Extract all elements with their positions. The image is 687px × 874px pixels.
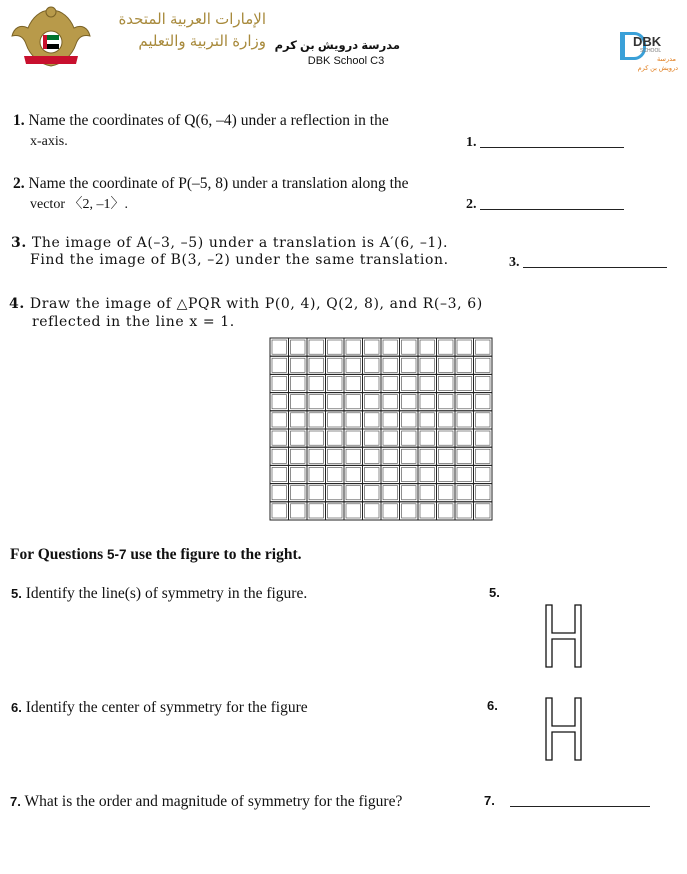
- grid-cell: [307, 447, 326, 465]
- grid-cell: [474, 356, 493, 374]
- grid-cell: [270, 393, 289, 411]
- grid-cell: [381, 484, 400, 502]
- grid-cell: [289, 393, 308, 411]
- grid-cell: [474, 447, 493, 465]
- grid-cell: [474, 338, 493, 356]
- grid-cell-inner: [402, 395, 417, 409]
- grid-cell: [307, 484, 326, 502]
- grid-cell: [307, 338, 326, 356]
- grid-cell-inner: [439, 504, 454, 518]
- grid-cell-inner: [457, 413, 472, 427]
- question-5-text: Identify the line(s) of symmetry in the figure.: [25, 585, 308, 602]
- grid-cell: [400, 356, 419, 374]
- grid-cell-inner: [420, 431, 435, 445]
- grid-cell-inner: [476, 431, 491, 445]
- grid-cell-inner: [383, 486, 398, 500]
- grid-cell: [344, 356, 363, 374]
- grid-cell-inner: [383, 376, 398, 390]
- answer-6-label: 6.: [487, 698, 498, 713]
- grid-cell: [307, 411, 326, 429]
- question-3-line2: Find the image of B(3, –2) under the same translation.: [30, 252, 449, 268]
- grid-cell-inner: [365, 449, 380, 463]
- grid-cell-inner: [402, 486, 417, 500]
- dbk-logo-arabic1: مدرسة: [657, 56, 676, 63]
- grid-cell-inner: [346, 376, 361, 390]
- grid-cell-inner: [365, 431, 380, 445]
- grid-cell-inner: [291, 504, 306, 518]
- grid-cell-inner: [420, 358, 435, 372]
- grid-cell: [363, 484, 382, 502]
- grid-cell: [418, 484, 437, 502]
- grid-cell-inner: [309, 431, 324, 445]
- grid-cell: [289, 374, 308, 392]
- grid-cell: [363, 502, 382, 520]
- question-3-number: 3.: [11, 235, 27, 251]
- grid-cell: [400, 411, 419, 429]
- grid-cell-inner: [420, 486, 435, 500]
- grid-cell-inner: [346, 449, 361, 463]
- grid-cell-inner: [272, 467, 287, 481]
- grid-cell: [455, 447, 474, 465]
- grid-cell-inner: [346, 431, 361, 445]
- grid-cell-inner: [439, 413, 454, 427]
- grid-cell-inner: [291, 358, 306, 372]
- dbk-logo-text: DBK: [633, 34, 662, 49]
- uae-emblem: [10, 4, 92, 70]
- grid-cell-inner: [383, 467, 398, 481]
- grid-cell: [363, 356, 382, 374]
- grid-cell: [344, 429, 363, 447]
- question-1-line1: [13, 111, 389, 131]
- grid-cell: [455, 338, 474, 356]
- grid-cell: [344, 465, 363, 483]
- grid-cell-inner: [476, 358, 491, 372]
- grid-cell: [289, 502, 308, 520]
- grid-cell-inner: [383, 431, 398, 445]
- grid-cell-inner: [291, 449, 306, 463]
- arabic-ministry-title: وزارة التربية والتعليم: [138, 33, 266, 50]
- grid-cell: [418, 356, 437, 374]
- grid-cell-inner: [291, 467, 306, 481]
- question-5-line: [11, 584, 307, 604]
- grid-cell: [344, 502, 363, 520]
- grid-cell-inner: [457, 449, 472, 463]
- grid-cell: [326, 374, 345, 392]
- grid-cell: [455, 484, 474, 502]
- grid-cell-inner: [328, 486, 343, 500]
- grid-cell-inner: [346, 504, 361, 518]
- grid-cell-inner: [402, 467, 417, 481]
- grid-cell: [344, 338, 363, 356]
- dbk-logo: [620, 28, 678, 74]
- question-2-line1: [13, 174, 409, 194]
- grid-cell-inner: [383, 413, 398, 427]
- grid-cell-inner: [272, 449, 287, 463]
- grid-cell: [455, 502, 474, 520]
- grid-cell-inner: [346, 340, 361, 354]
- grid-cell: [418, 447, 437, 465]
- grid-cell: [437, 411, 456, 429]
- grid-cell-inner: [420, 340, 435, 354]
- grid-cell-inner: [439, 340, 454, 354]
- grid-cell: [400, 465, 419, 483]
- grid-cell: [344, 374, 363, 392]
- grid-cell-inner: [383, 340, 398, 354]
- grid-cell-inner: [291, 431, 306, 445]
- grid-cell-inner: [457, 376, 472, 390]
- grid-cell: [474, 374, 493, 392]
- grid-cell-inner: [383, 395, 398, 409]
- question-1-number: 1.: [13, 112, 25, 129]
- grid-cell: [270, 338, 289, 356]
- grid-cell-inner: [272, 413, 287, 427]
- grid-cell-inner: [383, 504, 398, 518]
- grid-cell-inner: [457, 504, 472, 518]
- grid-cell-inner: [402, 413, 417, 427]
- grid-cell-inner: [346, 395, 361, 409]
- grid-cell: [289, 447, 308, 465]
- grid-cell: [455, 356, 474, 374]
- grid-cell: [400, 374, 419, 392]
- grid-cell: [326, 411, 345, 429]
- question-2-number: 2.: [13, 175, 25, 192]
- grid-cell-inner: [272, 340, 287, 354]
- coordinate-grid[interactable]: [269, 337, 493, 521]
- question-6-line: [11, 698, 308, 718]
- grid-cell: [289, 356, 308, 374]
- answer-1-line[interactable]: [480, 147, 624, 148]
- dbk-logo-sub: SCHOOL: [640, 48, 662, 54]
- grid-cell-inner: [439, 431, 454, 445]
- grid-cell: [326, 484, 345, 502]
- grid-cell-inner: [365, 467, 380, 481]
- grid-cell-inner: [420, 413, 435, 427]
- grid-cell: [400, 502, 419, 520]
- grid-cell: [270, 502, 289, 520]
- grid-cell-inner: [457, 340, 472, 354]
- grid-cell: [289, 338, 308, 356]
- grid-cell: [270, 429, 289, 447]
- grid-cell-inner: [402, 340, 417, 354]
- grid-cell-inner: [346, 358, 361, 372]
- grid-cell-inner: [420, 467, 435, 481]
- grid-cell: [474, 502, 493, 520]
- grid-cell: [381, 447, 400, 465]
- grid-cell-inner: [383, 358, 398, 372]
- grid-cell-inner: [402, 376, 417, 390]
- grid-cell: [418, 502, 437, 520]
- grid-cell: [474, 429, 493, 447]
- question-7-line: [10, 792, 402, 812]
- arabic-country-title: الإمارات العربية المتحدة: [118, 11, 266, 28]
- grid-cell: [363, 465, 382, 483]
- answer-2-line[interactable]: [480, 209, 624, 210]
- grid-cell: [270, 356, 289, 374]
- school-name-arabic: مدرسة درويش بن كرم: [274, 40, 400, 52]
- grid-cell: [344, 484, 363, 502]
- grid-cell: [270, 374, 289, 392]
- grid-cell: [437, 447, 456, 465]
- grid-cell: [418, 465, 437, 483]
- grid-cell-inner: [402, 358, 417, 372]
- grid-cell: [289, 465, 308, 483]
- grid-cell: [381, 338, 400, 356]
- grid-cell: [326, 502, 345, 520]
- grid-cell-inner: [309, 413, 324, 427]
- grid-cell: [474, 465, 493, 483]
- answer-3-label: 3.: [509, 255, 520, 270]
- grid-cell-inner: [439, 449, 454, 463]
- section-heading-range: 5-7: [107, 547, 127, 562]
- grid-cell: [400, 484, 419, 502]
- question-3-line1: [11, 234, 448, 252]
- grid-cell: [381, 502, 400, 520]
- grid-cell: [400, 447, 419, 465]
- grid-cell-inner: [291, 395, 306, 409]
- grid-cell-inner: [291, 340, 306, 354]
- grid-cell-inner: [328, 413, 343, 427]
- grid-cell-inner: [328, 449, 343, 463]
- grid-cell: [381, 393, 400, 411]
- grid-cell-inner: [346, 413, 361, 427]
- question-2-line2: vector 〈2, –1〉.: [30, 197, 128, 212]
- grid-cell-inner: [476, 449, 491, 463]
- grid-cell-inner: [476, 395, 491, 409]
- grid-cell-inner: [346, 467, 361, 481]
- grid-cell: [307, 356, 326, 374]
- grid-cell-inner: [272, 376, 287, 390]
- grid-cell: [455, 393, 474, 411]
- grid-cell: [326, 393, 345, 411]
- grid-cell: [363, 447, 382, 465]
- grid-cell-inner: [291, 376, 306, 390]
- grid-cell: [363, 338, 382, 356]
- grid-cell-inner: [309, 358, 324, 372]
- grid-cell-inner: [328, 376, 343, 390]
- answer-2-label: 2.: [466, 197, 477, 212]
- grid-cell-inner: [383, 449, 398, 463]
- letter-h-figure-top: [545, 604, 582, 668]
- grid-cell-inner: [328, 504, 343, 518]
- grid-cell: [381, 465, 400, 483]
- grid-cell-inner: [476, 340, 491, 354]
- grid-cell: [307, 429, 326, 447]
- question-6-number: 6.: [11, 700, 22, 715]
- grid-cell: [270, 484, 289, 502]
- grid-cell: [381, 356, 400, 374]
- grid-cell-inner: [365, 358, 380, 372]
- answer-7-line[interactable]: [510, 806, 650, 807]
- grid-cell: [363, 411, 382, 429]
- question-7-number: 7.: [10, 794, 21, 809]
- dbk-logo-arabic2: درويش بن كرم: [637, 65, 678, 72]
- grid-cell-inner: [365, 376, 380, 390]
- grid-cell: [326, 447, 345, 465]
- grid-cell-inner: [457, 431, 472, 445]
- question-3-text: The image of A(–3, –5) under a translation is A′(6, –1).: [31, 235, 449, 251]
- grid-cell: [344, 447, 363, 465]
- question-6-text: Identify the center of symmetry for the figure: [25, 699, 308, 716]
- answer-3-line[interactable]: [523, 267, 667, 268]
- grid-cell-inner: [365, 395, 380, 409]
- grid-cell: [418, 411, 437, 429]
- grid-cell-inner: [272, 358, 287, 372]
- grid-cell-inner: [346, 486, 361, 500]
- grid-cell-inner: [272, 431, 287, 445]
- section-heading: [10, 546, 301, 564]
- grid-cell-inner: [457, 395, 472, 409]
- grid-cell-inner: [272, 486, 287, 500]
- grid-cell-inner: [439, 376, 454, 390]
- question-4-line2: reflected in the line x = 1.: [32, 314, 235, 330]
- grid-cell: [400, 338, 419, 356]
- answer-5-label: 5.: [489, 585, 500, 600]
- grid-cell-inner: [476, 504, 491, 518]
- grid-cell-inner: [328, 395, 343, 409]
- grid-cell: [363, 374, 382, 392]
- grid-cell-inner: [476, 467, 491, 481]
- grid-cell: [307, 393, 326, 411]
- grid-cell: [455, 465, 474, 483]
- grid-cell-inner: [309, 486, 324, 500]
- grid-cell: [381, 374, 400, 392]
- grid-cell: [344, 411, 363, 429]
- grid-cell-inner: [476, 413, 491, 427]
- grid-cell-inner: [328, 431, 343, 445]
- grid-cell-inner: [457, 358, 472, 372]
- grid-cell: [363, 429, 382, 447]
- grid-cell-inner: [309, 504, 324, 518]
- grid-cell: [326, 429, 345, 447]
- grid-cell-inner: [365, 504, 380, 518]
- grid-cell: [289, 429, 308, 447]
- grid-cell-inner: [402, 449, 417, 463]
- grid-cell: [474, 393, 493, 411]
- question-7-text: What is the order and magnitude of symmetry for the figure?: [24, 793, 403, 810]
- grid-cell-inner: [365, 486, 380, 500]
- grid-cell: [437, 484, 456, 502]
- grid-cell: [289, 411, 308, 429]
- school-name-english: DBK School C3: [307, 55, 385, 67]
- answer-1-label: 1.: [466, 135, 477, 150]
- grid-cell: [437, 374, 456, 392]
- grid-cell-inner: [365, 413, 380, 427]
- question-5-number: 5.: [11, 586, 22, 601]
- grid-cell-inner: [291, 413, 306, 427]
- grid-cell-inner: [476, 376, 491, 390]
- grid-cell: [437, 502, 456, 520]
- grid-cell-inner: [309, 340, 324, 354]
- grid-cell-inner: [439, 486, 454, 500]
- grid-cell: [418, 338, 437, 356]
- grid-cell: [363, 393, 382, 411]
- grid-cell: [270, 465, 289, 483]
- grid-cell-inner: [420, 504, 435, 518]
- grid-cell: [474, 411, 493, 429]
- grid-cell-inner: [476, 486, 491, 500]
- grid-cell: [418, 429, 437, 447]
- question-1-line2: x-axis.: [30, 134, 68, 149]
- section-heading-prefix: For Questions: [10, 546, 104, 563]
- grid-cell-inner: [365, 340, 380, 354]
- grid-cell: [437, 429, 456, 447]
- grid-cell-inner: [309, 376, 324, 390]
- grid-cell: [270, 447, 289, 465]
- grid-cell: [418, 393, 437, 411]
- grid-cell: [307, 374, 326, 392]
- grid-cell-inner: [328, 340, 343, 354]
- grid-cell: [400, 429, 419, 447]
- grid-cell: [381, 411, 400, 429]
- grid-cell: [381, 429, 400, 447]
- grid-cell: [307, 465, 326, 483]
- grid-cell-inner: [420, 449, 435, 463]
- grid-cell: [437, 393, 456, 411]
- question-4-text: Draw the image of △PQR with P(0, 4), Q(2, 8), and R(–3, 6): [29, 296, 483, 312]
- grid-cell-inner: [402, 431, 417, 445]
- grid-cell: [474, 484, 493, 502]
- grid-cell-inner: [439, 358, 454, 372]
- grid-cell: [289, 484, 308, 502]
- grid-cell: [400, 393, 419, 411]
- grid-cell-inner: [457, 467, 472, 481]
- grid-cell: [455, 411, 474, 429]
- question-4-line1: [9, 295, 483, 313]
- grid-cell-inner: [420, 395, 435, 409]
- grid-cell-inner: [309, 467, 324, 481]
- grid-cell: [437, 356, 456, 374]
- grid-cell: [344, 393, 363, 411]
- question-1-text: Name the coordinates of Q(6, –4) under a reflection in the: [28, 112, 389, 129]
- grid-cell: [270, 411, 289, 429]
- question-2-text: Name the coordinate of P(–5, 8) under a translation along the: [28, 175, 409, 192]
- grid-cell-inner: [272, 504, 287, 518]
- grid-cell-inner: [291, 486, 306, 500]
- grid-cell: [326, 465, 345, 483]
- grid-cell: [326, 338, 345, 356]
- grid-cell: [437, 465, 456, 483]
- answer-7-label: 7.: [484, 793, 495, 808]
- grid-cell-inner: [402, 504, 417, 518]
- grid-cell-inner: [309, 449, 324, 463]
- grid-cell-inner: [457, 486, 472, 500]
- grid-cell-inner: [272, 395, 287, 409]
- grid-cell-inner: [439, 395, 454, 409]
- grid-cell-inner: [420, 376, 435, 390]
- question-4-number: 4.: [9, 296, 25, 312]
- grid-cell: [437, 338, 456, 356]
- grid-cell: [326, 356, 345, 374]
- grid-cell-inner: [328, 467, 343, 481]
- grid-cell: [455, 374, 474, 392]
- grid-cell: [455, 429, 474, 447]
- grid-cell: [418, 374, 437, 392]
- grid-cell-inner: [328, 358, 343, 372]
- grid-cell: [307, 502, 326, 520]
- section-heading-suffix: use the figure to the right.: [130, 546, 302, 563]
- letter-h-figure-bottom: [545, 697, 582, 761]
- grid-cell-inner: [309, 395, 324, 409]
- grid-cell-inner: [439, 467, 454, 481]
